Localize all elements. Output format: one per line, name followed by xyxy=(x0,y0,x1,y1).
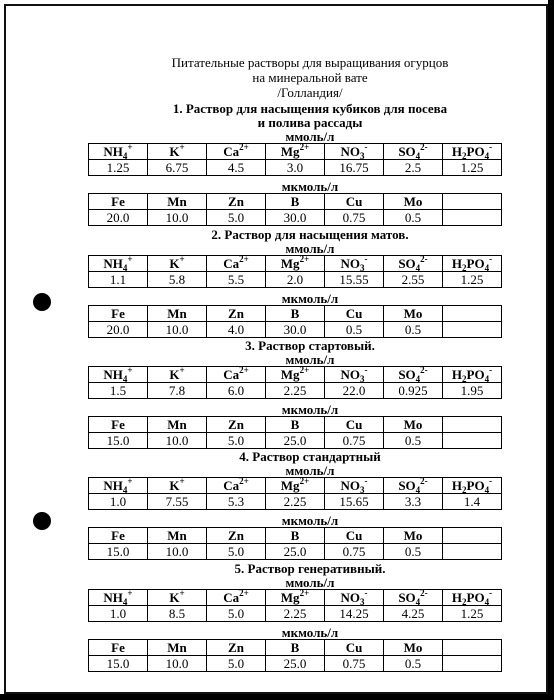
value-cell xyxy=(443,433,502,449)
element-header-cell: Fe xyxy=(89,194,148,210)
micro-header-row xyxy=(89,306,502,322)
document-title-line: Питательные растворы для выращивания огурцов xyxy=(171,55,449,70)
value-cell: 16.75 xyxy=(325,160,384,176)
section-heading: 4. Раствор стандартный xyxy=(239,449,381,464)
value-cell: 0.5 xyxy=(325,322,384,338)
unit-label-umol: мкмоль/л xyxy=(281,402,339,417)
element-header-cell: Mn xyxy=(148,640,207,656)
element-header-cell: B xyxy=(266,528,325,544)
unit-label-mmol: ммоль/л xyxy=(285,241,335,256)
value-cell: 5.0 xyxy=(207,544,266,560)
ion-header-cell: $NO_3^-$ xyxy=(325,590,384,606)
value-cell: 5.0 xyxy=(207,433,266,449)
section-heading: и полива рассады xyxy=(257,115,363,130)
section-heading: 1. Раствор для насыщения кубиков для посева xyxy=(172,101,448,116)
value-cell: 1.1 xyxy=(89,272,148,288)
micro-table xyxy=(88,193,502,226)
value-cell: 0.75 xyxy=(325,656,384,672)
element-header-cell: B xyxy=(266,194,325,210)
section-heading: 2. Раствор для насыщения матов. xyxy=(211,227,409,242)
element-header-cell: Mo xyxy=(384,640,443,656)
macro-values-row xyxy=(89,494,502,510)
macro-values-row xyxy=(89,383,502,399)
ion-header-cell: $NO_3^-$ xyxy=(325,478,384,494)
element-header-cell: B xyxy=(266,640,325,656)
ion-header-cell: $SO_4^{2-}$ xyxy=(384,367,443,383)
element-header-cell: Cu xyxy=(325,417,384,433)
ion-header-cell: $NH_4^+$ xyxy=(89,144,148,160)
unit-label-mmol: ммоль/л xyxy=(285,129,335,144)
ion-header-cell: $NH_4^+$ xyxy=(89,478,148,494)
unit-label-mmol: ммоль/л xyxy=(285,575,335,590)
macro-table xyxy=(88,589,502,622)
value-cell: 0.5 xyxy=(384,656,443,672)
document-title-line: на минеральной вате xyxy=(252,70,368,85)
ion-header-cell: $H_2PO_4^-$ xyxy=(443,144,502,160)
ion-header-cell: $Mg^{2+}$ xyxy=(266,478,325,494)
value-cell: 3.3 xyxy=(384,494,443,510)
value-cell xyxy=(443,544,502,560)
value-cell: 2.5 xyxy=(384,160,443,176)
element-header-cell: Zn xyxy=(207,417,266,433)
ion-header-cell: $NO_3^-$ xyxy=(325,256,384,272)
value-cell: 0.5 xyxy=(384,322,443,338)
element-header-cell: Fe xyxy=(89,528,148,544)
value-cell: 25.0 xyxy=(266,656,325,672)
ion-header-cell: $Ca^{2+}$ xyxy=(207,478,266,494)
value-cell: 15.65 xyxy=(325,494,384,510)
element-header-cell: Zn xyxy=(207,194,266,210)
value-cell: 1.25 xyxy=(443,160,502,176)
macro-header-row xyxy=(89,256,502,272)
ion-header-cell: $H_2PO_4^-$ xyxy=(443,256,502,272)
value-cell: 2.25 xyxy=(266,494,325,510)
ion-header-cell: $SO_4^{2-}$ xyxy=(384,256,443,272)
macro-table xyxy=(88,143,502,176)
micro-header-row xyxy=(89,417,502,433)
value-cell: 0.75 xyxy=(325,544,384,560)
value-cell: 25.0 xyxy=(266,433,325,449)
value-cell: 10.0 xyxy=(148,544,207,560)
value-cell: 2.25 xyxy=(266,383,325,399)
ion-header-cell: $H_2PO_4^-$ xyxy=(443,590,502,606)
section-heading: 3. Раствор стартовый. xyxy=(245,338,375,353)
value-cell: 1.25 xyxy=(443,272,502,288)
ion-header-cell: $NH_4^+$ xyxy=(89,367,148,383)
scan-edge-right xyxy=(548,0,554,700)
value-cell: 7.8 xyxy=(148,383,207,399)
value-cell: 1.0 xyxy=(89,606,148,622)
micro-table xyxy=(88,416,502,449)
unit-label-umol: мкмоль/л xyxy=(281,513,339,528)
value-cell: 0.75 xyxy=(325,433,384,449)
punch-hole xyxy=(33,293,51,311)
macro-table xyxy=(88,366,502,399)
value-cell: 15.0 xyxy=(89,544,148,560)
value-cell: 30.0 xyxy=(266,210,325,226)
value-cell: 0.75 xyxy=(325,210,384,226)
element-header-cell: Cu xyxy=(325,306,384,322)
value-cell: 8.5 xyxy=(148,606,207,622)
value-cell: 1.25 xyxy=(443,606,502,622)
value-cell: 1.5 xyxy=(89,383,148,399)
value-cell: 5.0 xyxy=(207,656,266,672)
value-cell: 1.0 xyxy=(89,494,148,510)
element-header-cell: Mo xyxy=(384,194,443,210)
value-cell: 0.5 xyxy=(384,433,443,449)
value-cell xyxy=(443,210,502,226)
scan-edge-bottom xyxy=(0,694,554,700)
value-cell: 3.0 xyxy=(266,160,325,176)
value-cell: 0.5 xyxy=(384,210,443,226)
unit-label-umol: мкмоль/л xyxy=(281,291,339,306)
value-cell: 7.55 xyxy=(148,494,207,510)
macro-header-row xyxy=(89,590,502,606)
micro-values-row xyxy=(89,544,502,560)
value-cell: 1.25 xyxy=(89,160,148,176)
micro-values-row xyxy=(89,433,502,449)
micro-table xyxy=(88,527,502,560)
ion-header-cell: $SO_4^{2-}$ xyxy=(384,478,443,494)
ion-header-cell: $NH_4^+$ xyxy=(89,590,148,606)
value-cell: 10.0 xyxy=(148,210,207,226)
element-header-cell: Zn xyxy=(207,528,266,544)
ion-header-cell: $H_2PO_4^-$ xyxy=(443,478,502,494)
macro-table xyxy=(88,255,502,288)
micro-table xyxy=(88,639,502,672)
value-cell: 2.0 xyxy=(266,272,325,288)
value-cell: 30.0 xyxy=(266,322,325,338)
element-header-cell: Mo xyxy=(384,417,443,433)
value-cell: 2.55 xyxy=(384,272,443,288)
micro-header-row xyxy=(89,194,502,210)
punch-hole xyxy=(33,512,51,530)
value-cell: 5.3 xyxy=(207,494,266,510)
element-header-cell: Mn xyxy=(148,417,207,433)
value-cell: 2.25 xyxy=(266,606,325,622)
macro-table xyxy=(88,477,502,510)
unit-label-umol: мкмоль/л xyxy=(281,625,339,640)
macro-values-row xyxy=(89,606,502,622)
value-cell: 25.0 xyxy=(266,544,325,560)
value-cell: 10.0 xyxy=(148,433,207,449)
element-header-cell xyxy=(443,528,502,544)
macro-header-row xyxy=(89,367,502,383)
ion-header-cell: $Mg^{2+}$ xyxy=(266,367,325,383)
element-header-cell: Mo xyxy=(384,528,443,544)
value-cell: 4.5 xyxy=(207,160,266,176)
value-cell: 5.8 xyxy=(148,272,207,288)
macro-values-row xyxy=(89,272,502,288)
value-cell: 4.0 xyxy=(207,322,266,338)
ion-header-cell: K+ xyxy=(148,256,207,272)
value-cell: 1.95 xyxy=(443,383,502,399)
element-header-cell: Mn xyxy=(148,528,207,544)
ion-header-cell: K+ xyxy=(148,367,207,383)
value-cell: 10.0 xyxy=(148,322,207,338)
element-header-cell xyxy=(443,194,502,210)
element-header-cell: Mn xyxy=(148,306,207,322)
value-cell: 20.0 xyxy=(89,322,148,338)
ion-header-cell: $SO_4^{2-}$ xyxy=(384,590,443,606)
document-title-line: /Голландия/ xyxy=(277,85,343,100)
micro-table xyxy=(88,305,502,338)
micro-header-row xyxy=(89,640,502,656)
element-header-cell: Mo xyxy=(384,306,443,322)
micro-values-row xyxy=(89,656,502,672)
element-header-cell: Fe xyxy=(89,306,148,322)
element-header-cell: Cu xyxy=(325,528,384,544)
micro-values-row xyxy=(89,322,502,338)
value-cell: 15.55 xyxy=(325,272,384,288)
macro-header-row xyxy=(89,144,502,160)
element-header-cell: Zn xyxy=(207,306,266,322)
value-cell xyxy=(443,322,502,338)
value-cell: 1.4 xyxy=(443,494,502,510)
ion-header-cell: $NO_3^-$ xyxy=(325,144,384,160)
ion-header-cell: $Ca^{2+}$ xyxy=(207,367,266,383)
macro-header-row xyxy=(89,478,502,494)
value-cell: 0.925 xyxy=(384,383,443,399)
value-cell: 15.0 xyxy=(89,656,148,672)
ion-header-cell: $SO_4^{2-}$ xyxy=(384,144,443,160)
value-cell: 15.0 xyxy=(89,433,148,449)
ion-header-cell: $Mg^{2+}$ xyxy=(266,144,325,160)
element-header-cell: Fe xyxy=(89,417,148,433)
ion-header-cell: K+ xyxy=(148,478,207,494)
ion-header-cell: $Ca^{2+}$ xyxy=(207,144,266,160)
value-cell: 4.25 xyxy=(384,606,443,622)
micro-values-row xyxy=(89,210,502,226)
ion-header-cell: $Mg^{2+}$ xyxy=(266,256,325,272)
ion-header-cell: $Ca^{2+}$ xyxy=(207,590,266,606)
ion-header-cell: $H_2PO_4^-$ xyxy=(443,367,502,383)
element-header-cell: Fe xyxy=(89,640,148,656)
micro-header-row xyxy=(89,528,502,544)
ion-header-cell: K+ xyxy=(148,590,207,606)
element-header-cell xyxy=(443,306,502,322)
unit-label-umol: мкмоль/л xyxy=(281,179,339,194)
unit-label-mmol: ммоль/л xyxy=(285,463,335,478)
value-cell: 10.0 xyxy=(148,656,207,672)
ion-header-cell: $NO_3^-$ xyxy=(325,367,384,383)
ion-header-cell: K+ xyxy=(148,144,207,160)
value-cell: 5.0 xyxy=(207,606,266,622)
element-header-cell: Zn xyxy=(207,640,266,656)
element-header-cell: B xyxy=(266,306,325,322)
ion-header-cell: $Mg^{2+}$ xyxy=(266,590,325,606)
value-cell: 22.0 xyxy=(325,383,384,399)
value-cell: 20.0 xyxy=(89,210,148,226)
macro-values-row xyxy=(89,160,502,176)
unit-label-mmol: ммоль/л xyxy=(285,352,335,367)
value-cell: 5.0 xyxy=(207,210,266,226)
element-header-cell xyxy=(443,417,502,433)
element-header-cell: Mn xyxy=(148,194,207,210)
element-header-cell: Cu xyxy=(325,640,384,656)
value-cell: 6.0 xyxy=(207,383,266,399)
value-cell: 0.5 xyxy=(384,544,443,560)
value-cell xyxy=(443,656,502,672)
ion-header-cell: $Ca^{2+}$ xyxy=(207,256,266,272)
element-header-cell: B xyxy=(266,417,325,433)
element-header-cell: Cu xyxy=(325,194,384,210)
value-cell: 6.75 xyxy=(148,160,207,176)
section-heading: 5. Раствор генеративный. xyxy=(234,561,386,576)
ion-header-cell: $NH_4^+$ xyxy=(89,256,148,272)
value-cell: 14.25 xyxy=(325,606,384,622)
element-header-cell xyxy=(443,640,502,656)
value-cell: 5.5 xyxy=(207,272,266,288)
